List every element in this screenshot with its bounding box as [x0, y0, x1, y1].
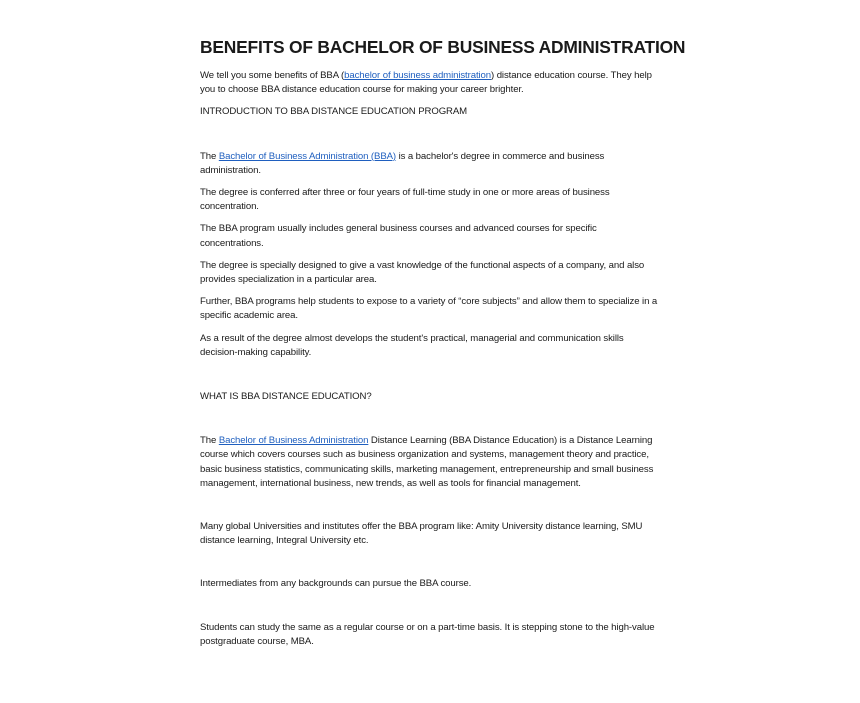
bba-link-distance[interactable]: Bachelor of Business Administration — [218, 435, 369, 447]
paragraph-distance-learning: The Bachelor of Business Administration Distance Learning (BBA Distance Education) is a Distance Learning course which covers courses such as business organization and systems, management theory and practice, basic business statistics, communicating skills, marketing management, entrepreneurship and small business management, international business, new trends, as well as tools for financial management. — [200, 435, 654, 489]
document-title: BENEFITS OF BACHELOR OF BUSINESS ADMINISTRATION — [200, 37, 686, 57]
paragraph-intermediates: Intermediates from any backgrounds can pursue the BBA course. — [200, 578, 472, 590]
document-page — [200, 36, 686, 657]
paragraph-program: The BBA program usually includes general business courses and advanced courses for specific concentrations. — [200, 223, 597, 249]
paragraph-definition: The Bachelor of Business Administration (BBA) is a bachelor's degree in commerce and business administration. — [200, 150, 605, 176]
paragraph-skills: As a result of the degree almost develops the student's practical, managerial and communication skills decision-making capability. — [200, 332, 624, 358]
bba-link-intro[interactable]: bachelor of business administration — [344, 70, 492, 81]
section-heading-distance: WHAT IS BBA DISTANCE EDUCATION? — [200, 391, 372, 403]
paragraph-study-mode: Students can study the same as a regular course or on a part-time basis. It is stepping stone to the high-value postgraduate course, MBA. — [200, 621, 655, 647]
intro-paragraph: We tell you some benefits of BBA (bachelor of business administration) distance education course. They help you to choose BBA distance education course for making your career brighter. — [200, 70, 652, 96]
paragraph-designed: The degree is specially designed to give a vast knowledge of the functional aspects of a company, and also provides specialization in a particular area. — [200, 259, 645, 286]
paragraph-universities: Many global Universities and institutes offer the BBA program like: Amity University distance learning, SMU distance learning, Integral University etc. — [200, 521, 643, 547]
section-heading-introduction: INTRODUCTION TO BBA DISTANCE EDUCATION PROGRAM — [200, 106, 468, 118]
bba-link-definition[interactable]: Bachelor of Business Administration (BBA) — [218, 150, 397, 162]
paragraph-conferred: The degree is conferred after three or four years of full-time study in one or more areas of business concentration. — [200, 187, 610, 213]
paragraph-core-subjects: Further, BBA programs help students to expose to a variety of “core subjects” and allow them to specialize in a specific academic area. — [200, 296, 658, 322]
